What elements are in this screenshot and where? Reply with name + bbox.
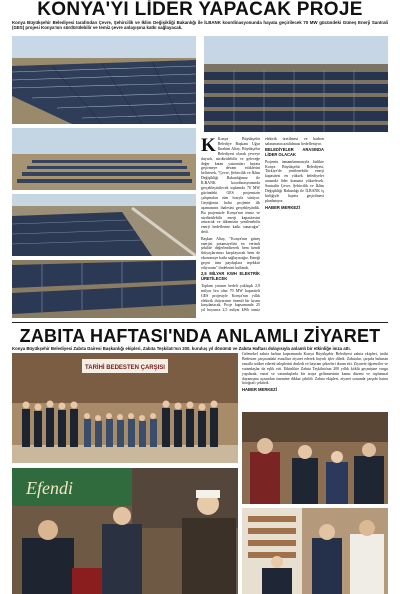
article-byline: HABER MERKEZİ [265, 204, 300, 210]
article-paragraph: Projenin tamamlanmasıyla birlikte Konya Büyükşehir Belediyesi, Türkiye'de yenilenebilir enerji kapasitesi en yüksek belediyeler arasında lider konuma yükselecek. Santralin Çevre, Şehircilik ve İklim Değişikliği Bakanlığı ile İLBANK iş birliğiyle hayata geçirilmesi planlanıyor. [265, 159, 324, 203]
photo-bazaar-shop [242, 508, 388, 594]
solar-article-body [201, 137, 388, 317]
article-subheading: BELEDİYELER ARASINDA LİDER OLACAK [265, 147, 324, 158]
zabita-article-body [242, 352, 388, 412]
article-paragraph: Toplam yatırım bedeli yaklaşık 2,9 milyar lira olan 70 MW kapasiteli GES projesiyle Konya'nın yıllık elektrik ihtiyacının önemli bir kısmı karşılanacak. Proje kapsamında 25 yıl boyunca 2,5 milyar kWh temiz elektrik üretilmesi ve karbon salınımının azaltılması hedefleniyor. [201, 137, 324, 313]
photo-bazaar-greeting [242, 412, 388, 504]
photo-solar-field-4 [12, 194, 196, 256]
article-paragraph: Gelenekel zabıta haftası kapsamında Konya Büyükşehir Belediyesi zabıta ekipleri, tarihi Bedesten çarşısındaki esnafları ziyaret ederek hayırlı işler diledi. Zabıtalar, çarşıda bulunan esnafla sohbet ederek taleplerini dinledi ve bayram şekerleri ikram etti. Ziyarete öğrenciler ve vatandaşlar da eşlik etti. Etkinlikte Zabıta Teşkilatı'nın 200 yıllık köklü geçmişine vurgu yapılarak, esnaf ve vatandaşlarla bir araya gelinmesinin kamu düzeni ve toplumsal dayanışma açısından önemine dikkat çekildi. Zabıta ekipleri, ziyaret sonunda çarşıda hatıra fotoğrafı çektirdi. [242, 352, 388, 386]
lead-zabita-visit: Konya Büyükşehir Belediyesi Zabıta Dairesi Başkanlığı ekipleri, Zabıta Teşkilatı'nın 200. kuruluş yıl dönümü ve Zabıta Haftası dolayısıyla anlamlı bir etkinliğe imza attı. [12, 346, 351, 351]
shop-sign-text: Efendi [26, 478, 73, 498]
photo-solar-field-1 [12, 36, 196, 124]
headline-zabita-visit: ZABITA HAFTASI'NDA ANLAMLI ZİYARET [19, 326, 381, 346]
photo-solar-field-2 [204, 36, 388, 132]
article-byline: HABER MERKEZİ [242, 387, 277, 393]
photo-zabita-group [12, 353, 238, 463]
photo-solar-field-3 [12, 128, 196, 190]
bazaar-sign-text: TARİHİ BEDESTEN ÇARŞISI [85, 365, 165, 371]
photo-solar-field-5 [12, 260, 196, 318]
section-divider [12, 322, 388, 323]
article-subheading: 2,5 MİLYAR KWH ELEKTRİK ÜRETİLECEK [201, 271, 260, 282]
drop-cap: K [201, 137, 216, 156]
lead-solar-project: Konya Büyükşehir Belediyesi tarafından Çevre, Şehircilik ve İklim Değişikliği Bakanlığı ile İLBANK koordinasyonunda hayata geçirilecek 70 MW gücündeki Güneş Enerji Santrali (GES) projesi Konya'nın sürdürülebilir ve temiz çevre anlayışına katkı sağlayacak. [12, 20, 388, 30]
headline-solar-project: KONYA'YI LİDER YAPACAK PROJE [37, 0, 363, 19]
photo-shop-visit [12, 468, 238, 594]
article-paragraph: Başkan Altay, "Konya'nın güneş enerjisi potansiyelini en verimli şekilde değerlendirerek hem kendi ihtiyaçlarımızı karşılayacak hem de ekonomiye katkı sağlayacağız. Emeği geçen tüm paydaşlara teşekkür ediyorum" ifadelerini kullandı. [201, 236, 260, 271]
article-paragraph: K Konya Büyükşehir Belediye Başkanı Uğur İbrahim Altay, Büyükşehir Belediyesi olarak çevreye duyarlı, sürdürülebilir ve geleceğe değer katan yatırımları hayata geçirmeye devam ettiklerini belirterek, "Çevre, Şehircilik ve İklim Değişikliği Bakanlığımız ile İLBANK koordinasyonunda gerçekleştirilecek toplamda 70 MW gücündeki GES projemizin çalışmaları tüm hızıyla sürüyor. Geçtiğimiz hafta projenin ilk aşamasının ihalesini gerçekleştirdik. Bu projemizle Konya'nın temiz ve sürdürülebilir enerji kapasitesini artıracak ve ülkemizin yenilenebilir enerji hedeflerine katkı sunacağız" dedi. [201, 137, 260, 235]
